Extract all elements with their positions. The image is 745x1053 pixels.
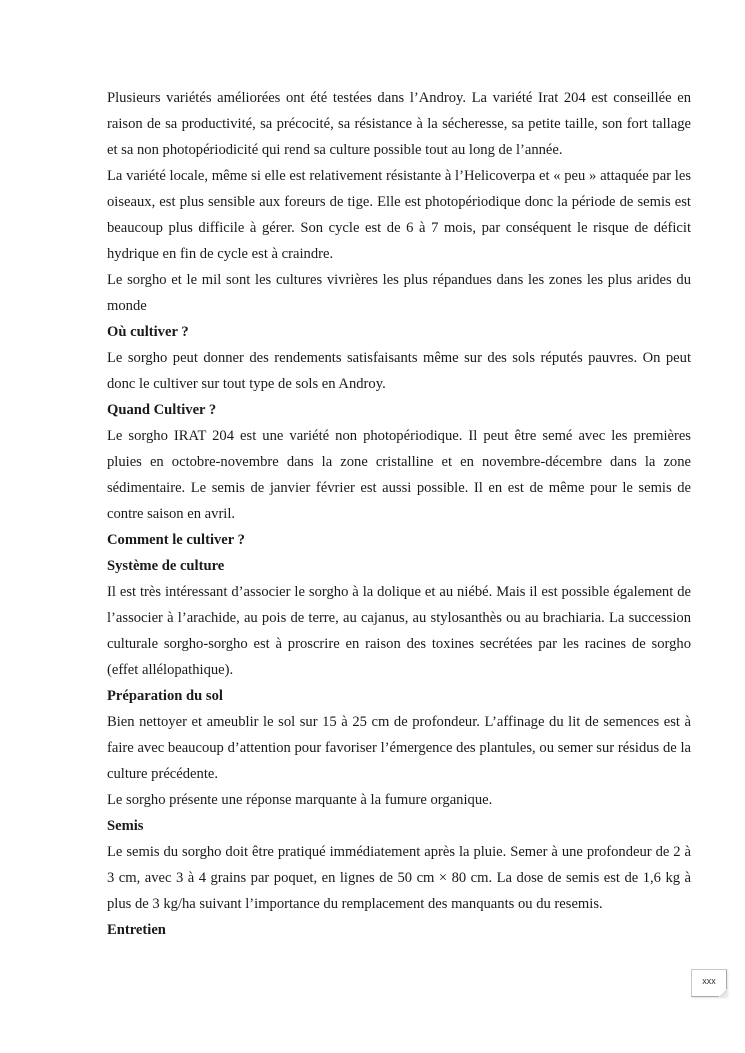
heading-systeme-culture: Système de culture [107, 558, 225, 574]
document-body [107, 85, 691, 943]
paragraph-sorghum-millet: Le sorgho et le mil sont les cultures vivrières les plus répandues dans les zones les plus arides du monde [107, 272, 691, 314]
page-number: xxx [702, 976, 716, 986]
paragraph-sowing: Le semis du sorgho doit être pratiqué immédiatement après la pluie. Semer à une profondeur de 2 à 3 cm, avec 3 à 4 grains par poquet, en lignes de 50 cm × 80 cm. La dose de semis est de 1,6 kg à plus de 3 kg/ha suivant l’importance du remplacement des manquants ou du resemis. [107, 844, 691, 912]
heading-ou-cultiver: Où cultiver ? [107, 324, 189, 340]
heading-comment-cultiver: Comment le cultiver ? [107, 532, 245, 548]
paragraph-organic-manure: Le sorgho présente une réponse marquante à la fumure organique. [107, 792, 493, 808]
paragraph-when-to-grow: Le sorgho IRAT 204 est une variété non photopériodique. Il peut être semé avec les premières pluies en octobre-novembre dans la zone cristalline et en novembre-décembre dans la zone sédimentaire. Le semis de janvier février est aussi possible. Il en est de même pour le semis de contre saison en avril. [107, 428, 691, 522]
paragraph-improved-varieties: Plusieurs variétés améliorées ont été testées dans l’Androy. La variété Irat 204 est conseillée en raison de sa productivité, sa précocité, sa résistance à la sécheresse, sa petite taille, son fort tallage et sa non photopériodicité qui rend sa culture possible tout au long de l’année. [107, 90, 691, 158]
heading-preparation-sol: Préparation du sol [107, 688, 223, 704]
paragraph-where-to-grow: Le sorgho peut donner des rendements satisfaisants même sur des sols réputés pauvres. On peut donc le cultiver sur tout type de sols en Androy. [107, 350, 691, 392]
heading-semis: Semis [107, 818, 144, 834]
heading-quand-cultiver: Quand Cultiver ? [107, 402, 217, 418]
paragraph-cropping-system: Il est très intéressant d’associer le sorgho à la dolique et au niébé. Mais il est possible également de l’associer à l’arachide, au pois de terre, au cajanus, au stylosanthès ou au brachiaria. La succession culturale sorgho-sorgho est à proscrire en raison des toxines secrétées par les racines de sorgho (effet allélopathique). [107, 584, 691, 678]
paragraph-local-variety: La variété locale, même si elle est relativement résistante à l’Helicoverpa et « peu » attaquée par les oiseaux, est plus sensible aux foreurs de tige. Elle est photopériodique donc la période de semis est beaucoup plus difficile à gérer. Son cycle est de 6 à 7 mois, par conséquent le risque de déficit hydrique en fin de cycle est à craindre. [107, 168, 691, 262]
paragraph-soil-preparation: Bien nettoyer et ameublir le sol sur 15 à 25 cm de profondeur. L’affinage du lit de semences est à faire avec beaucoup d’attention pour favoriser l’émergence des plantules, ou semer sur résidus de la culture précédente. [107, 714, 691, 782]
page-number-box [691, 969, 727, 997]
heading-entretien: Entretien [107, 922, 166, 938]
